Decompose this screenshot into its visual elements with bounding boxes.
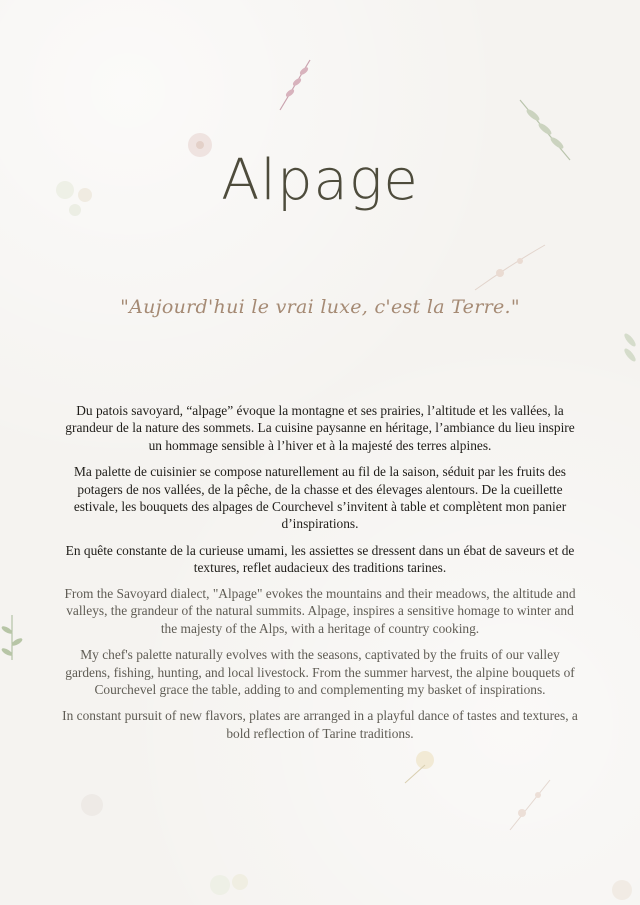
tagline-quote: "Aujourd'hui le vrai luxe, c'est la Terre." [120, 296, 520, 318]
french-paragraph: Du patois savoyard, “alpage” évoque la montagne et ses prairies, l’altitude et les vallées, la grandeur de la nature des sommets. La cuisine paysanne en héritage, l’ambiance du lieu inspire un hommage sensible à l’hiver et à la majesté des terres alpines. [65, 403, 575, 453]
french-paragraph: Ma palette de cuisinier se compose naturellement au fil de la saison, séduit par les fruits des potagers de nos vallées, de la pêche, de la chasse et des élevages alentours. De la cueillette estivale, les bouquets des alpages de Courchevel s’invitent à table et complètent mon panier d’inspirations. [73, 464, 567, 532]
french-description [60, 402, 580, 586]
english-paragraph: From the Savoyard dialect, "Alpage" evokes the mountains and their meadows, the altitude and valleys, the grandeur of the natural summits. Alpage, inspires a sensitive homage to winter and the majesty of the Alps, with a heritage of country cooking. [64, 586, 576, 636]
leaf-left-middle-icon [0, 610, 25, 665]
flower-bottom-center-icon [200, 860, 260, 905]
leaf-right-edge-icon [615, 325, 640, 370]
french-paragraph: En quête constante de la curieuse umami, les assiettes se dressent dans un ébat de saveurs et de textures, reflet audacieux des traditions tarines. [65, 542, 575, 576]
english-paragraph: My chef's palette naturally evolves with the seasons, captivated by the fruits of our valley gardens, fishing, hunting, and local livestock. From the summer harvest, the alpine bouquets of Courchevel grace the table, adding to and complementing my basket of inspirations. [65, 647, 575, 698]
branch-right-icon [470, 235, 550, 295]
floral-sprig-top-right-icon [270, 55, 320, 115]
flower-bottom-left-icon [70, 785, 115, 825]
branch-bottom-right-icon [500, 775, 560, 835]
english-paragraph: In constant pursuit of new flavors, plates are arranged in a playful dance of tastes and textures, a bold reflection of Tarine traditions. [62, 708, 578, 741]
flower-bottom-right-corner-icon [600, 870, 640, 905]
english-description [62, 585, 578, 751]
restaurant-title: Alpage [221, 148, 419, 213]
